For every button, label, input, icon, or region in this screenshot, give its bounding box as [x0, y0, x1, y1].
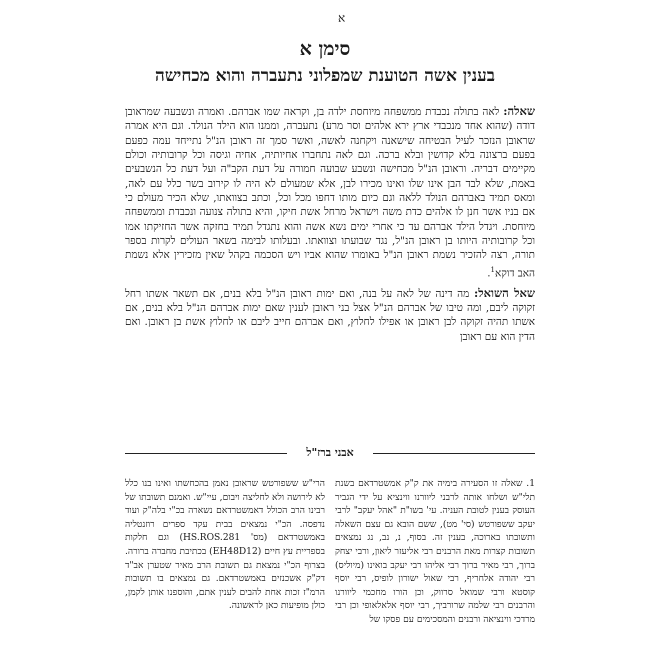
notes-area: [125, 478, 535, 643]
note-left-text: הרי"ש ששפורטש שראובן נאמן בהכחשתו ואינו בנו כלל לא לירושה ולא לחליצה ויבום, עיי"ש. ואמנם תשובתו של רבינו הרב הכולל דאמשטרדאם נשארה בכ"י בלה"ק ועוד נדפסה. הכ"י נמצאים בבית עקד ספרים רוזנטליה באמשטרדאם (מס' HS.ROS.281) וגם חלקות בספריית עץ חיים (EH48D12) בכתיבת מחברה ברורה. בצרוף הכ"י נמצאת גם תשובת הרב מאיר שטערן אב"ד דק"ק אשכנזים באמשטרדאם. גם נמצאים בו תשובות הרמ"ז זכות אחת להבים לענין אתם, והוספנו אותן לקמן, כולן מופיעות כאן לראשונה.: [125, 479, 325, 612]
main-text: [125, 104, 535, 344]
asker-text: מה דינה של לאה על בנה, ואם ימות ראובן הנ"ל בלא בנים, אם תשאר אשתו רחל זקוקה ליבם, ומה טיבו של אברהם הנ"ל אצל בני ראובן לענין שאם ימות אברהם הנ"ל בלא בנים, אם אשתו תהיה זקוקה לבן ראובן או אפילו לחלוץ, ואם אברהם חייב ליבם או לחלוץ אשת בן ראובן. ואם הדין הוא עם ראובן: [125, 287, 535, 343]
asker-paragraph: [125, 286, 535, 344]
notes-section-title: אבני ברז"ל: [287, 446, 373, 459]
note-right-text: 1. שאלה זו הסעירה בימיה את ק"ק אמשטרדאם בשנת תלי"ש ושלחו אותה לרבני ליוורנו ווינציא על ידי הגביר העוסק בענין לטובת העניה. עי' בשו"ת "אהל יעקב" לרבי יעקב ששפורטש (סי' מט), ששם הובא גם עצם השאלה ותשובתו בארוכה, בענין זה. בסוף, נ, נב, נג נמצאים תשובות קצרות מאת הרבנים רבי אליעזר ליאון, ורבי יצחק ברוך, רבי מאיר ברוך רבי אליהו רבי יעקב בואינו (מיוליס) רבי יהודה אלחריף, רבי שאול ישורון לופיס, רבי יוסף קוסטא ורבי שמואל סרווק, וכן הורו מחכמי ליוורנו והרבנים רבי שלמה שרורביך, רבי יוסף אלאלאופי וכן רבי מרדכי ווינציאה ורבנים והמסכימים עם פסקו של: [335, 479, 535, 625]
chapter-subtitle: בענין אשה הטוענת שמפלוני נתעברה והוא מכחישה: [155, 66, 495, 86]
notes-right-column: [335, 478, 535, 628]
question-end: .: [487, 267, 491, 280]
question-label: שאלה:: [503, 104, 535, 118]
question-paragraph: [125, 104, 535, 281]
page-number: א: [338, 11, 346, 25]
notes-left-column: [125, 478, 325, 614]
question-text: לאה בתולה נכבדת ממשפחה מיוחסת ילדה בן, וקראה שמו אברהם. ואמרה ונשבעה שמראובן דודה (שהוא אחד מנכבדי ארץ ירא אלהים וסר מרע) נתעברה, וממנו הוא הילד הנולד. וגם היא אמרה שראובן הנזכר לעיל הבטיחה שישאנה ויקחנה לאשה, ואשר סמך זה ראובן הנ"ל נתייחד עמה כפעם בפעם ברצונה בלא קדושין ובלא ברכה. וגם לאה נתחברו אחיותיה, אחיה וגיסה וכל קרובותיה וכולם מקיימים דבריה. וראובן הנ"ל מכחישה ונשבע שבועה חמורה על דעת הקב"ה ועל דעת כל הנשבעים באמת, שלא לבד הבן אינו שלו ואינו מכירו לבן, אלא שמעולם לא היה לו קירוב בשר כלל עם לאה, ומאס תמיד באברהם הנולד ללאה וגם כיום מותו דחפו מכל וכל, וכתב בצוואתו, שלא הכיר מעולם כי אם בניו אשר חנן לו אלהים כדת משה וישראל מרחל אשת חיקו, והיא בתולה צנועה ונכבדת וממשפחה מיוחסת. ויגדל הילד אברהם עד כי אחרי ימים נשא אשה והוא נתגדל תמיד בחזקה אשר החזיקתו אמו וכל קרובותיה היותו בן ראובן הנ"ל, נגד שבועתו וצוואתו. ובעלותו לבימה בשאר העולים לקרות בספר תורה, רצה להזכיר נשמת ראובן הנ"ל באומרו שהוא אביו ויש הסכמה בקהל שאין מזכירין אלא נשמת האב דוקא: [125, 106, 535, 280]
siman-title: סימן א: [299, 38, 351, 60]
asker-label: שאל השואל:: [474, 285, 535, 300]
footnote-marker: 1: [490, 265, 496, 274]
